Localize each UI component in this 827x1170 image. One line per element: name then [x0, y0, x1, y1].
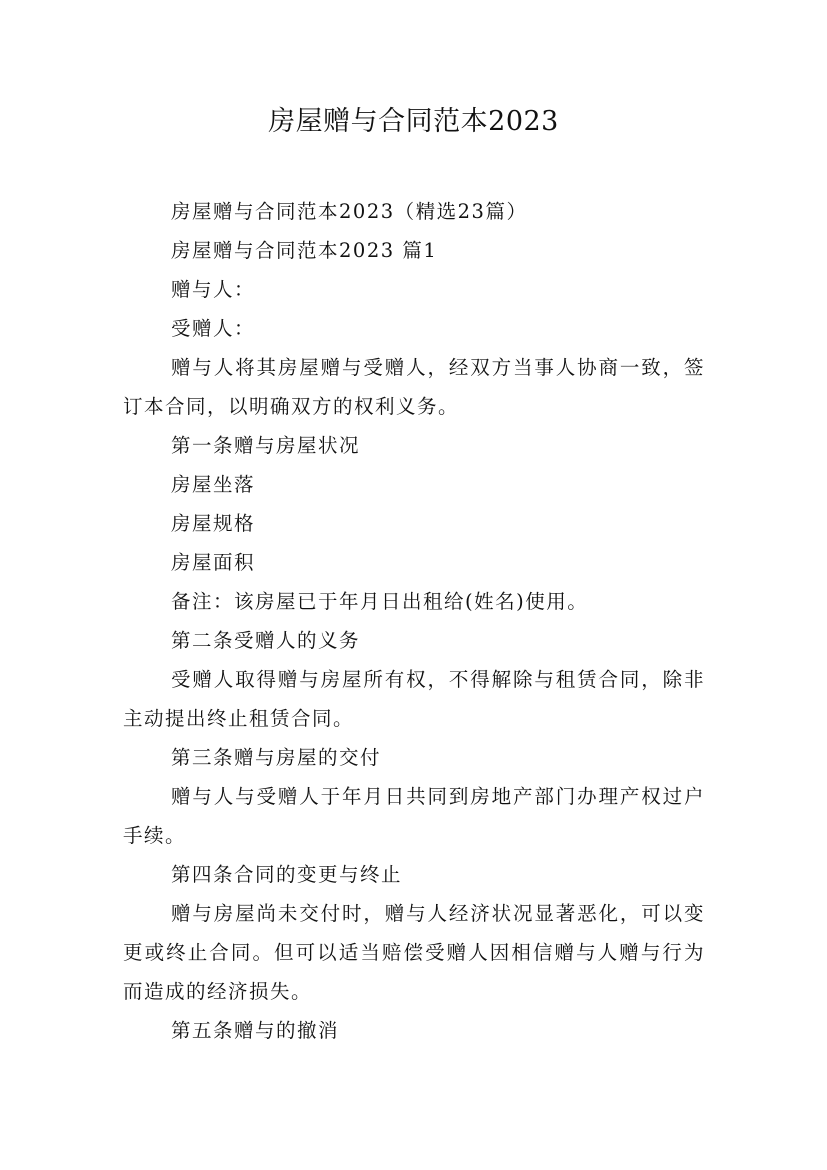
donor-field: 赠与人： — [171, 278, 256, 301]
article-4-body: 赠与房屋尚未交付时，赠与人经济状况显著恶化，可以变更或终止合同。但可以适当赔偿受赠人因相信赠与人赠与行为而造成的经济损失。 — [123, 902, 705, 1003]
article-2-body: 受赠人取得赠与房屋所有权，不得解除与租赁合同，除非主动提出终止租赁合同。 — [123, 668, 705, 730]
section-heading: 房屋赠与合同范本2023 篇1 — [171, 239, 438, 262]
article-4-heading: 第四条合同的变更与终止 — [171, 863, 403, 886]
intro-paragraph: 赠与人将其房屋赠与受赠人，经双方当事人协商一致，签订本合同，以明确双方的权利义务。 — [123, 356, 705, 418]
article-2-heading: 第二条受赠人的义务 — [171, 629, 361, 652]
article-1-heading: 第一条赠与房屋状况 — [171, 434, 361, 457]
document-title: 房屋赠与合同范本2023 — [268, 106, 559, 137]
donee-field: 受赠人： — [171, 317, 256, 340]
subtitle-line: 房屋赠与合同范本2023（精选23篇） — [171, 200, 528, 223]
remark-paragraph: 备注：该房屋已于年月日出租给(姓名)使用。 — [171, 590, 589, 613]
article-5-heading: 第五条赠与的撤消 — [171, 1019, 340, 1042]
article-3-body: 赠与人与受赠人于年月日共同到房地产部门办理产权过户手续。 — [123, 785, 705, 847]
property-area: 房屋面积 — [171, 551, 256, 574]
property-spec: 房屋规格 — [171, 512, 256, 535]
document-body — [123, 192, 705, 1050]
article-3-heading: 第三条赠与房屋的交付 — [171, 746, 382, 769]
property-location: 房屋坐落 — [171, 473, 256, 496]
